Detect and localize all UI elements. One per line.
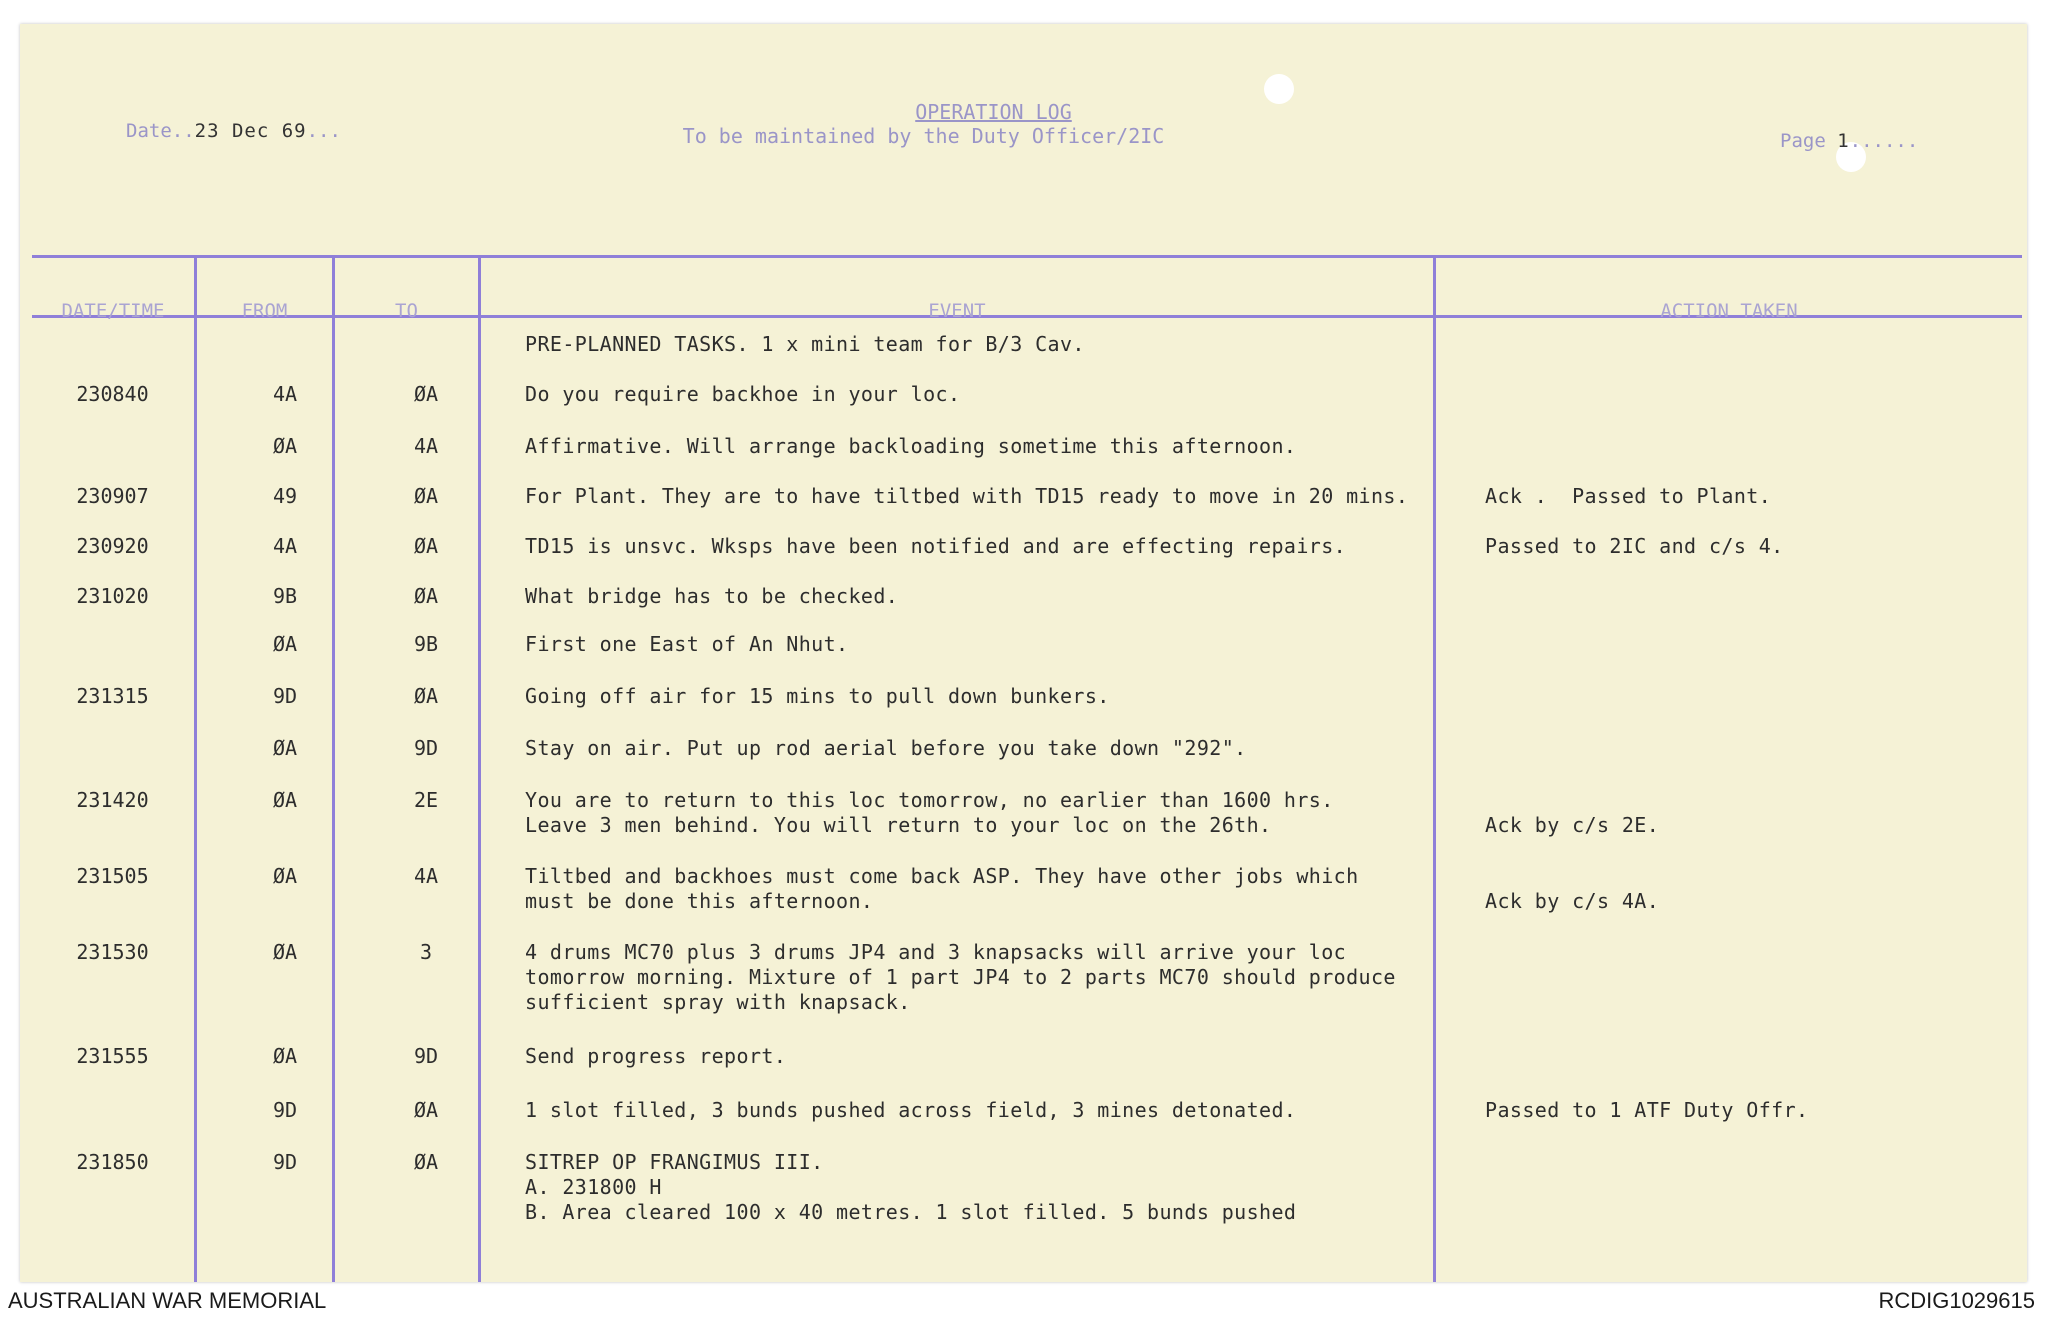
row-event: PRE-PLANNED TASKS. 1 x mini team for B/3 Cav. xyxy=(525,332,1085,356)
row-event: For Plant. They are to have tiltbed with TD15 ready to move in 20 mins. xyxy=(525,484,1409,508)
row-event: 1 slot filled, 3 bunds pushed across field, 3 mines detonated. xyxy=(525,1098,1297,1122)
row-action: Passed to 2IC and c/s 4. xyxy=(1485,534,1784,558)
row-from: 4A xyxy=(272,382,298,406)
row-to: 9B xyxy=(413,632,439,656)
row-to: 4A xyxy=(413,434,439,458)
row-from: 49 xyxy=(272,484,298,508)
date-value: 23 Dec 69 xyxy=(194,120,307,142)
row-event: Going off air for 15 mins to pull down bunkers. xyxy=(525,684,1110,708)
row-action: Ack by c/s 2E. xyxy=(1485,813,1660,837)
column-divider xyxy=(1433,255,1436,1282)
row-event: Do you require backhoe in your loc. xyxy=(525,382,961,406)
row-event: Stay on air. Put up rod aerial before you take down "292". xyxy=(525,736,1247,760)
page-subtitle: To be maintained by the Duty Officer/2IC xyxy=(682,124,1165,148)
row-event: SITREP OP FRANGIMUS III. A. 231800 H B. Area cleared 100 x 40 metres. 1 slot filled. 5 bunds pushed xyxy=(525,1150,1297,1224)
row-from: 4A xyxy=(272,534,298,558)
footer-institution: AUSTRALIAN WAR MEMORIAL xyxy=(8,1288,327,1313)
page-number: 1 xyxy=(1837,130,1850,152)
log-sheet xyxy=(20,24,2027,1282)
row-from: ØA xyxy=(272,788,298,812)
row-datetime: 230907 xyxy=(76,484,149,508)
page-trail: ...... xyxy=(1849,130,1919,152)
row-datetime: 231020 xyxy=(76,584,149,608)
row-to: ØA xyxy=(413,684,439,708)
row-to: 2E xyxy=(413,788,439,812)
row-event: Tiltbed and backhoes must come back ASP. They have other jobs which must be done this afternoon. xyxy=(525,864,1359,913)
table-top-rule xyxy=(32,255,2022,258)
column-header-datetime: DATE/TIME xyxy=(61,300,165,322)
row-from: 9D xyxy=(272,684,298,708)
row-from: ØA xyxy=(272,864,298,888)
row-action: Ack . Passed to Plant. xyxy=(1485,484,1772,508)
row-from: 9D xyxy=(272,1150,298,1174)
row-event: Send progress report. xyxy=(525,1044,787,1068)
row-datetime: 231420 xyxy=(76,788,149,812)
row-from: ØA xyxy=(272,1044,298,1068)
row-event: TD15 is unsvc. Wksps have been notified and are effecting repairs. xyxy=(525,534,1347,558)
row-action: Passed to 1 ATF Duty Offr. xyxy=(1485,1098,1809,1122)
row-datetime: 231530 xyxy=(76,940,149,964)
date-label: Date.. xyxy=(126,120,195,142)
column-header-event: EVENT xyxy=(928,300,986,322)
row-event: 4 drums MC70 plus 3 drums JP4 and 3 knapsacks will arrive your loc tomorrow morning. Mixture of 1 part JP4 to 2 parts MC70 should produce sufficient spray with knapsack. xyxy=(525,940,1396,1014)
row-to: 9D xyxy=(413,736,439,760)
column-divider xyxy=(332,255,335,1282)
row-to: ØA xyxy=(413,382,439,406)
row-event: You are to return to this loc tomorrow, no earlier than 1600 hrs. Leave 3 men behind. You will return to your loc on the 26th. xyxy=(525,788,1334,837)
column-divider xyxy=(478,255,481,1282)
row-datetime: 231505 xyxy=(76,864,149,888)
row-to: ØA xyxy=(413,584,439,608)
row-from: ØA xyxy=(272,736,298,760)
column-header-from: FROM xyxy=(241,300,288,322)
row-datetime: 231555 xyxy=(76,1044,149,1068)
row-datetime: 230920 xyxy=(76,534,149,558)
page-label: Page xyxy=(1780,130,1826,152)
page-title-block xyxy=(20,100,2027,148)
row-to: 4A xyxy=(413,864,439,888)
row-to: 9D xyxy=(413,1044,439,1068)
row-from: 9B xyxy=(272,584,298,608)
page-field xyxy=(1780,130,1918,152)
row-from: ØA xyxy=(272,632,298,656)
column-header-to: TO xyxy=(395,300,418,322)
row-to: ØA xyxy=(413,1150,439,1174)
row-to: ØA xyxy=(413,484,439,508)
row-datetime: 230840 xyxy=(76,382,149,406)
row-to: ØA xyxy=(413,534,439,558)
row-from: ØA xyxy=(272,434,298,458)
column-header-action: ACTION TAKEN xyxy=(1660,300,1798,322)
page-title: OPERATION LOG xyxy=(915,100,1072,124)
row-to: 3 xyxy=(419,940,433,964)
row-from: 9D xyxy=(272,1098,298,1122)
row-event: First one East of An Nhut. xyxy=(525,632,849,656)
row-datetime: 231315 xyxy=(76,684,149,708)
footer-record-id: RCDIG1029615 xyxy=(1878,1288,2035,1313)
row-from: ØA xyxy=(272,940,298,964)
row-to: ØA xyxy=(413,1098,439,1122)
date-trail: ... xyxy=(306,120,341,142)
row-event: What bridge has to be checked. xyxy=(525,584,899,608)
column-divider xyxy=(194,255,197,1282)
row-event: Affirmative. Will arrange backloading sometime this afternoon. xyxy=(525,434,1297,458)
row-action: Ack by c/s 4A. xyxy=(1485,889,1660,913)
row-datetime: 231850 xyxy=(76,1150,149,1174)
